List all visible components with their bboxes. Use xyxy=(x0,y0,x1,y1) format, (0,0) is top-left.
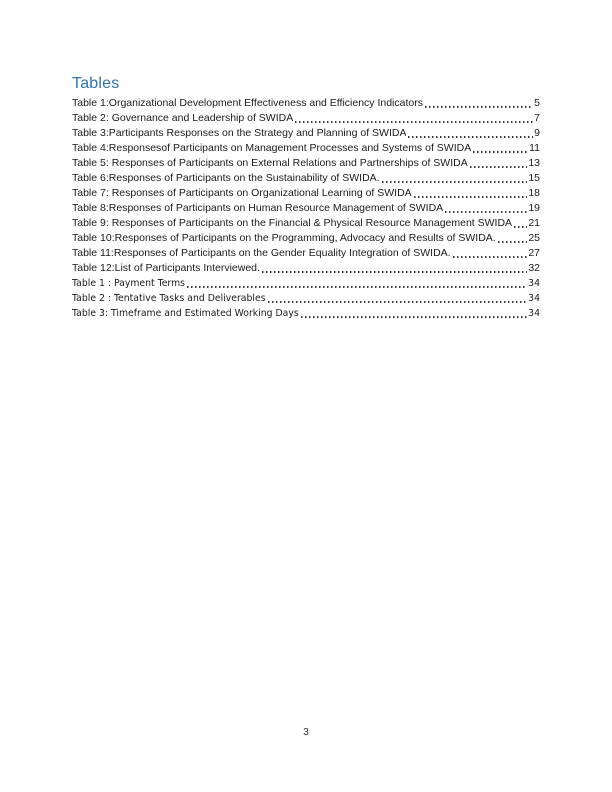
toc-entry-page: 27 xyxy=(528,247,540,259)
toc-entry-page: 11 xyxy=(529,142,540,154)
toc-entry-label: Table 7: Responses of Participants on Organizational Learning of SWIDA xyxy=(72,187,412,199)
dot-leader xyxy=(268,301,528,303)
dot-leader xyxy=(498,241,528,243)
dot-leader xyxy=(408,136,533,138)
toc-entry[interactable] xyxy=(72,171,540,186)
toc-entry-page: 18 xyxy=(528,187,540,199)
dot-leader xyxy=(187,286,527,288)
toc-entry-page: 5 xyxy=(534,97,540,109)
toc-entry[interactable] xyxy=(72,216,540,231)
toc-entry-page: 25 xyxy=(528,232,540,244)
toc-entry[interactable] xyxy=(72,156,540,171)
toc-entry[interactable] xyxy=(72,126,540,141)
toc-entry-label: Table 2: Governance and Leadership of SWIDA xyxy=(72,112,294,124)
toc-entry-page: 19 xyxy=(528,202,540,214)
dot-leader xyxy=(301,316,527,318)
toc-entry[interactable] xyxy=(72,111,540,126)
dot-leader xyxy=(445,211,527,213)
dot-leader xyxy=(514,226,527,228)
toc-entry[interactable] xyxy=(72,141,540,156)
toc-entry-label: Table 9: Responses of Participants on the Financial & Physical Resource Management SWIDA xyxy=(72,217,513,229)
dot-leader xyxy=(453,256,528,258)
toc-entry-label: Table 8:Responses of Participants on Human Resource Management of SWIDA xyxy=(72,202,444,214)
toc-list xyxy=(72,96,540,321)
toc-entry[interactable] xyxy=(72,246,540,261)
toc-entry-page: 13 xyxy=(528,157,540,169)
tables-heading: Tables xyxy=(72,75,120,92)
toc-entry-label: Table 1 : Payment Terms xyxy=(72,278,185,289)
toc-entry[interactable] xyxy=(72,186,540,201)
toc-entry[interactable] xyxy=(72,261,540,276)
toc-entry-label: Table 11:Responses of Participants on the Gender Equality Integration of SWIDA. xyxy=(72,247,451,259)
dot-leader xyxy=(382,181,528,183)
dot-leader xyxy=(414,196,528,198)
toc-entry[interactable] xyxy=(72,306,540,321)
toc-entry-label: Table 2 : Tentative Tasks and Deliverables xyxy=(72,293,266,304)
toc-entry-page: 15 xyxy=(528,172,540,184)
dot-leader xyxy=(295,121,533,123)
dot-leader xyxy=(473,151,528,153)
toc-entry-page: 34 xyxy=(528,308,540,319)
toc-entry[interactable] xyxy=(72,231,540,246)
toc-entry-label: Table 1:Organizational Development Effectiveness and Efficiency Indicators xyxy=(72,97,423,109)
toc-entry-label: Table 3: Timeframe and Estimated Working Days xyxy=(72,308,299,319)
toc-entry-label: Table 10:Responses of Participants on the Programming, Advocacy and Results of SWIDA. xyxy=(72,232,496,244)
toc-entry-page: 21 xyxy=(528,217,540,229)
toc-entry-label: Table 6:Responses of Participants on the Sustainability of SWIDA. xyxy=(72,172,380,184)
toc-entry[interactable] xyxy=(72,201,540,216)
toc-entry-page: 32 xyxy=(528,262,540,274)
toc-entry-page: 9 xyxy=(534,127,540,139)
toc-entry-page: 34 xyxy=(528,278,540,289)
toc-entry-label: Table 3:Participants Responses on the Strategy and Planning of SWIDA xyxy=(72,127,407,139)
toc-entry-label: Table 5: Responses of Participants on External Relations and Partnerships of SWIDA xyxy=(72,157,468,169)
dot-leader xyxy=(262,271,527,273)
toc-entry-page: 34 xyxy=(528,293,540,304)
page-number: 3 xyxy=(303,727,309,738)
dot-leader xyxy=(470,166,528,168)
toc-entry[interactable] xyxy=(72,276,540,291)
toc-entry-page: 7 xyxy=(534,112,540,124)
dot-leader xyxy=(425,106,533,108)
toc-entry[interactable] xyxy=(72,291,540,306)
toc-entry-label: Table 4:Responsesof Participants on Management Processes and Systems of SWIDA xyxy=(72,142,472,154)
toc-entry[interactable] xyxy=(72,96,540,111)
toc-entry-label: Table 12:List of Participants Interviewed. xyxy=(72,262,260,274)
